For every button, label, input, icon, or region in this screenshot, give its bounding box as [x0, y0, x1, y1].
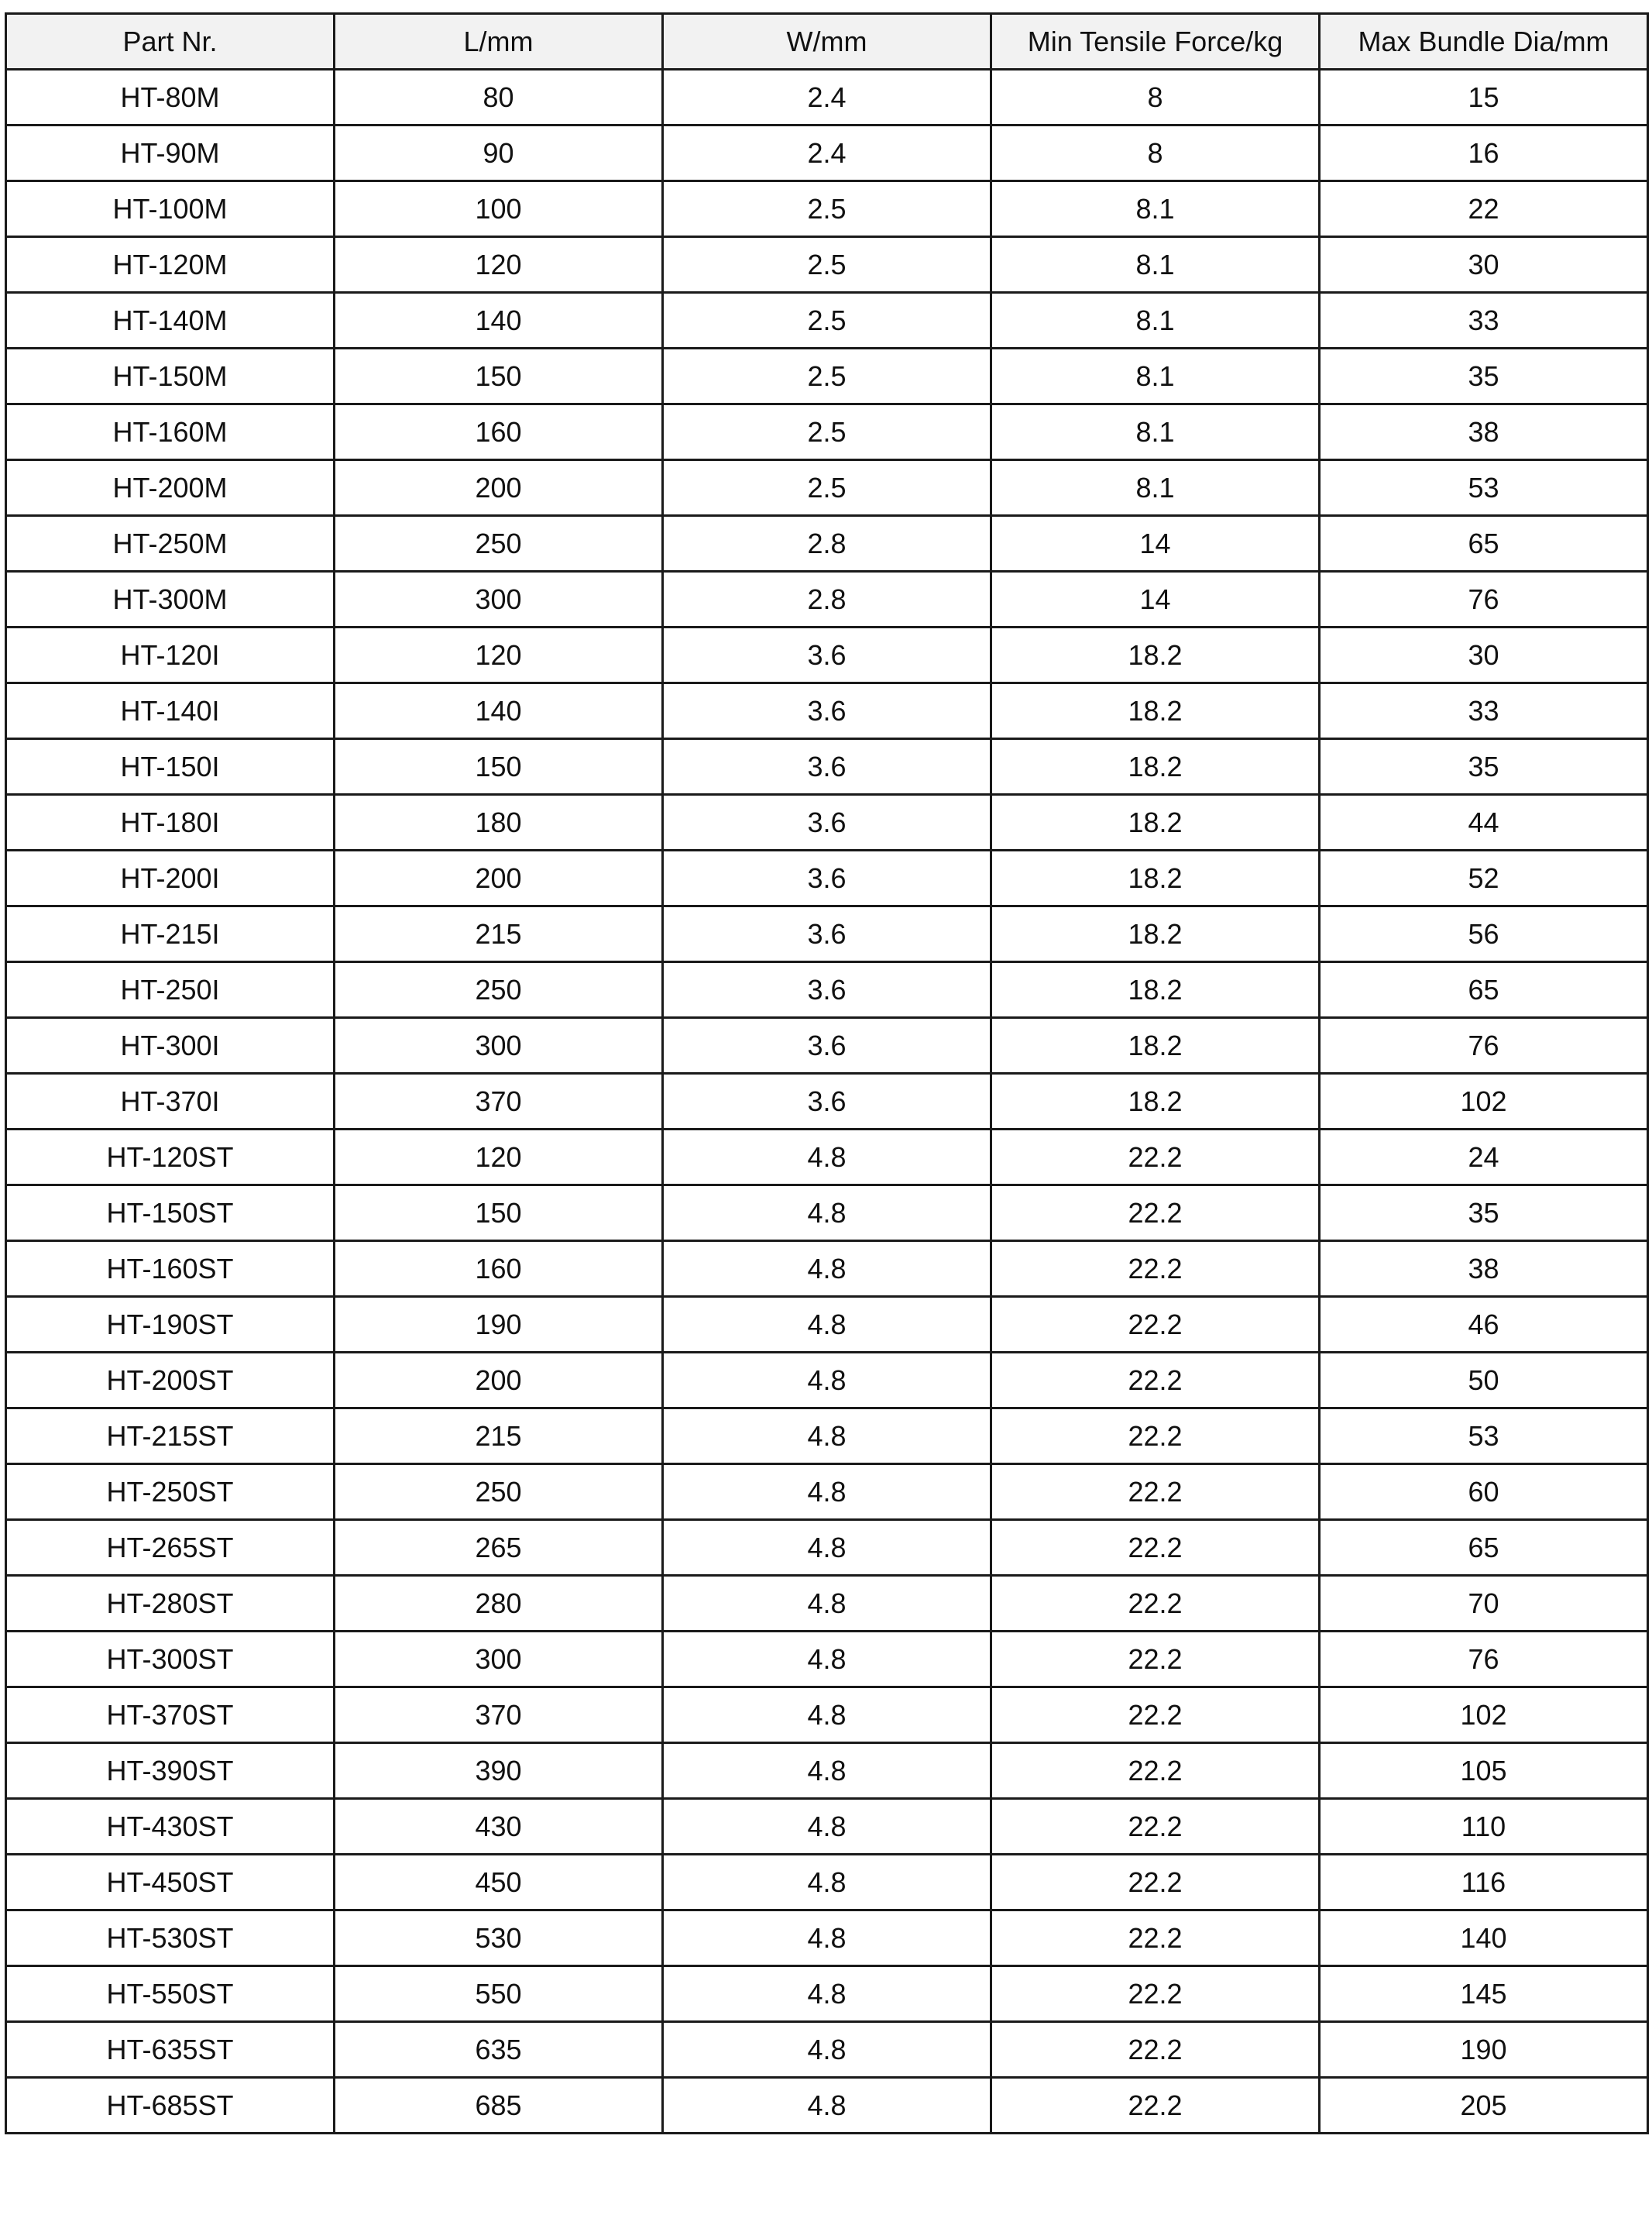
table-row [6, 1799, 1648, 1855]
cell-part-nr: HT-80M [6, 70, 335, 126]
cell-part-nr: HT-370I [6, 1074, 335, 1130]
cell-max-bundle-dia: 60 [1320, 1464, 1648, 1520]
cell-max-bundle-dia: 102 [1320, 1074, 1648, 1130]
cell-length: 250 [335, 516, 663, 572]
cell-min-tensile-force: 22.2 [991, 1687, 1320, 1743]
table-row [6, 126, 1648, 181]
cell-length: 530 [335, 1910, 663, 1966]
table-header [6, 14, 1648, 70]
cell-min-tensile-force: 22.2 [991, 1408, 1320, 1464]
table-row [6, 628, 1648, 683]
cell-part-nr: HT-370ST [6, 1687, 335, 1743]
cell-min-tensile-force: 22.2 [991, 1241, 1320, 1297]
cell-width: 4.8 [663, 1910, 991, 1966]
cell-part-nr: HT-150I [6, 739, 335, 795]
cell-max-bundle-dia: 35 [1320, 349, 1648, 404]
cell-min-tensile-force: 18.2 [991, 739, 1320, 795]
table-row [6, 1966, 1648, 2022]
cell-part-nr: HT-140I [6, 683, 335, 739]
cell-min-tensile-force: 22.2 [991, 1632, 1320, 1687]
cell-min-tensile-force: 8 [991, 126, 1320, 181]
cell-min-tensile-force: 18.2 [991, 962, 1320, 1018]
cell-width: 4.8 [663, 2078, 991, 2134]
cell-max-bundle-dia: 16 [1320, 126, 1648, 181]
cell-length: 300 [335, 1018, 663, 1074]
cell-min-tensile-force: 22.2 [991, 1576, 1320, 1632]
cell-max-bundle-dia: 33 [1320, 683, 1648, 739]
table-row [6, 293, 1648, 349]
cell-width: 3.6 [663, 739, 991, 795]
cell-length: 150 [335, 349, 663, 404]
header-part-nr: Part Nr. [6, 14, 335, 70]
cell-part-nr: HT-200ST [6, 1353, 335, 1408]
table-row [6, 460, 1648, 516]
cell-width: 4.8 [663, 1130, 991, 1185]
table-row [6, 795, 1648, 851]
cell-width: 2.5 [663, 237, 991, 293]
cell-part-nr: HT-150M [6, 349, 335, 404]
cell-min-tensile-force: 18.2 [991, 851, 1320, 906]
cell-length: 280 [335, 1576, 663, 1632]
cell-length: 370 [335, 1074, 663, 1130]
cell-part-nr: HT-300ST [6, 1632, 335, 1687]
header-max-bundle-dia: Max Bundle Dia/mm [1320, 14, 1648, 70]
cell-length: 550 [335, 1966, 663, 2022]
cell-part-nr: HT-450ST [6, 1855, 335, 1910]
cell-length: 450 [335, 1855, 663, 1910]
cell-length: 265 [335, 1520, 663, 1576]
cell-max-bundle-dia: 65 [1320, 1520, 1648, 1576]
table-row [6, 1464, 1648, 1520]
cell-max-bundle-dia: 65 [1320, 516, 1648, 572]
cell-max-bundle-dia: 38 [1320, 1241, 1648, 1297]
cell-length: 215 [335, 906, 663, 962]
cell-part-nr: HT-550ST [6, 1966, 335, 2022]
cell-width: 3.6 [663, 906, 991, 962]
cell-max-bundle-dia: 53 [1320, 460, 1648, 516]
cell-min-tensile-force: 22.2 [991, 2022, 1320, 2078]
cell-length: 80 [335, 70, 663, 126]
cell-length: 90 [335, 126, 663, 181]
table-row [6, 181, 1648, 237]
cell-max-bundle-dia: 76 [1320, 572, 1648, 628]
table-row [6, 1353, 1648, 1408]
table-row [6, 2078, 1648, 2134]
cell-part-nr: HT-250M [6, 516, 335, 572]
cell-part-nr: HT-215I [6, 906, 335, 962]
cell-width: 3.6 [663, 1018, 991, 1074]
cell-length: 200 [335, 851, 663, 906]
cell-min-tensile-force: 22.2 [991, 1353, 1320, 1408]
table-row [6, 1018, 1648, 1074]
cell-min-tensile-force: 8.1 [991, 293, 1320, 349]
cell-max-bundle-dia: 190 [1320, 2022, 1648, 2078]
table-row [6, 1910, 1648, 1966]
cell-length: 250 [335, 962, 663, 1018]
cell-max-bundle-dia: 33 [1320, 293, 1648, 349]
cell-min-tensile-force: 22.2 [991, 1297, 1320, 1353]
cell-part-nr: HT-300I [6, 1018, 335, 1074]
cell-max-bundle-dia: 35 [1320, 739, 1648, 795]
cell-width: 2.5 [663, 404, 991, 460]
cell-min-tensile-force: 22.2 [991, 1185, 1320, 1241]
cell-width: 4.8 [663, 1743, 991, 1799]
cell-min-tensile-force: 18.2 [991, 628, 1320, 683]
cell-part-nr: HT-190ST [6, 1297, 335, 1353]
cell-length: 430 [335, 1799, 663, 1855]
cell-max-bundle-dia: 52 [1320, 851, 1648, 906]
cell-part-nr: HT-90M [6, 126, 335, 181]
cell-width: 4.8 [663, 2022, 991, 2078]
cell-width: 3.6 [663, 851, 991, 906]
cell-length: 120 [335, 237, 663, 293]
cell-length: 300 [335, 1632, 663, 1687]
cell-max-bundle-dia: 102 [1320, 1687, 1648, 1743]
cell-min-tensile-force: 22.2 [991, 1520, 1320, 1576]
table-row [6, 2022, 1648, 2078]
cell-length: 120 [335, 628, 663, 683]
cell-min-tensile-force: 8.1 [991, 181, 1320, 237]
table-row [6, 516, 1648, 572]
cell-length: 390 [335, 1743, 663, 1799]
cell-part-nr: HT-215ST [6, 1408, 335, 1464]
cell-width: 4.8 [663, 1464, 991, 1520]
cell-max-bundle-dia: 205 [1320, 2078, 1648, 2134]
cell-width: 2.4 [663, 126, 991, 181]
table-row [6, 1743, 1648, 1799]
cell-part-nr: HT-120ST [6, 1130, 335, 1185]
cell-part-nr: HT-390ST [6, 1743, 335, 1799]
cell-min-tensile-force: 8.1 [991, 349, 1320, 404]
cell-length: 140 [335, 683, 663, 739]
cell-width: 2.4 [663, 70, 991, 126]
cell-part-nr: HT-280ST [6, 1576, 335, 1632]
table-row [6, 1241, 1648, 1297]
cell-max-bundle-dia: 44 [1320, 795, 1648, 851]
cell-max-bundle-dia: 50 [1320, 1353, 1648, 1408]
cell-part-nr: HT-300M [6, 572, 335, 628]
table-row [6, 1074, 1648, 1130]
cell-min-tensile-force: 14 [991, 516, 1320, 572]
cell-length: 215 [335, 1408, 663, 1464]
cell-max-bundle-dia: 30 [1320, 237, 1648, 293]
table-row [6, 906, 1648, 962]
cell-max-bundle-dia: 116 [1320, 1855, 1648, 1910]
cell-min-tensile-force: 18.2 [991, 683, 1320, 739]
cell-max-bundle-dia: 65 [1320, 962, 1648, 1018]
cell-width: 4.8 [663, 1241, 991, 1297]
cell-max-bundle-dia: 30 [1320, 628, 1648, 683]
cell-max-bundle-dia: 46 [1320, 1297, 1648, 1353]
cell-length: 100 [335, 181, 663, 237]
table-row [6, 1576, 1648, 1632]
header-length: L/mm [335, 14, 663, 70]
cell-length: 250 [335, 1464, 663, 1520]
cell-part-nr: HT-250ST [6, 1464, 335, 1520]
cell-max-bundle-dia: 38 [1320, 404, 1648, 460]
cell-part-nr: HT-120M [6, 237, 335, 293]
cell-min-tensile-force: 18.2 [991, 906, 1320, 962]
cell-max-bundle-dia: 22 [1320, 181, 1648, 237]
table-row [6, 349, 1648, 404]
cell-width: 4.8 [663, 1966, 991, 2022]
cell-width: 4.8 [663, 1185, 991, 1241]
cell-part-nr: HT-120I [6, 628, 335, 683]
cell-part-nr: HT-100M [6, 181, 335, 237]
cell-length: 120 [335, 1130, 663, 1185]
cell-part-nr: HT-635ST [6, 2022, 335, 2078]
table-body [6, 70, 1648, 2134]
cell-min-tensile-force: 22.2 [991, 1966, 1320, 2022]
cell-width: 4.8 [663, 1520, 991, 1576]
cell-width: 4.8 [663, 1297, 991, 1353]
table-row [6, 404, 1648, 460]
cell-width: 3.6 [663, 683, 991, 739]
cell-min-tensile-force: 18.2 [991, 1018, 1320, 1074]
cell-part-nr: HT-685ST [6, 2078, 335, 2134]
cell-width: 2.5 [663, 181, 991, 237]
cell-min-tensile-force: 8 [991, 70, 1320, 126]
cell-max-bundle-dia: 15 [1320, 70, 1648, 126]
cell-length: 635 [335, 2022, 663, 2078]
cell-width: 4.8 [663, 1855, 991, 1910]
table-row [6, 1130, 1648, 1185]
header-row [6, 14, 1648, 70]
cell-part-nr: HT-200I [6, 851, 335, 906]
cell-width: 2.5 [663, 460, 991, 516]
table-row [6, 1185, 1648, 1241]
cell-max-bundle-dia: 145 [1320, 1966, 1648, 2022]
cell-length: 685 [335, 2078, 663, 2134]
table-row [6, 1408, 1648, 1464]
cell-part-nr: HT-200M [6, 460, 335, 516]
cell-min-tensile-force: 22.2 [991, 1910, 1320, 1966]
cell-min-tensile-force: 22.2 [991, 1464, 1320, 1520]
cell-width: 3.6 [663, 628, 991, 683]
cell-width: 4.8 [663, 1687, 991, 1743]
cell-width: 3.6 [663, 1074, 991, 1130]
cell-min-tensile-force: 22.2 [991, 1130, 1320, 1185]
table-row [6, 572, 1648, 628]
cell-max-bundle-dia: 56 [1320, 906, 1648, 962]
table-row [6, 70, 1648, 126]
cell-min-tensile-force: 18.2 [991, 1074, 1320, 1130]
cell-part-nr: HT-530ST [6, 1910, 335, 1966]
cell-length: 300 [335, 572, 663, 628]
cell-width: 3.6 [663, 795, 991, 851]
cell-max-bundle-dia: 76 [1320, 1018, 1648, 1074]
cell-max-bundle-dia: 105 [1320, 1743, 1648, 1799]
cell-width: 4.8 [663, 1799, 991, 1855]
cell-min-tensile-force: 8.1 [991, 404, 1320, 460]
cell-length: 370 [335, 1687, 663, 1743]
cell-part-nr: HT-160M [6, 404, 335, 460]
cell-max-bundle-dia: 35 [1320, 1185, 1648, 1241]
cell-min-tensile-force: 22.2 [991, 2078, 1320, 2134]
cell-width: 2.5 [663, 349, 991, 404]
cell-length: 160 [335, 1241, 663, 1297]
cell-length: 190 [335, 1297, 663, 1353]
table-row [6, 1687, 1648, 1743]
cell-max-bundle-dia: 76 [1320, 1632, 1648, 1687]
table-row [6, 1632, 1648, 1687]
cell-max-bundle-dia: 110 [1320, 1799, 1648, 1855]
cell-length: 180 [335, 795, 663, 851]
cell-width: 2.8 [663, 572, 991, 628]
cell-part-nr: HT-160ST [6, 1241, 335, 1297]
table-row [6, 1297, 1648, 1353]
cell-width: 3.6 [663, 962, 991, 1018]
header-width: W/mm [663, 14, 991, 70]
cell-max-bundle-dia: 140 [1320, 1910, 1648, 1966]
table-row [6, 1855, 1648, 1910]
table-row [6, 739, 1648, 795]
cell-min-tensile-force: 22.2 [991, 1855, 1320, 1910]
cell-max-bundle-dia: 53 [1320, 1408, 1648, 1464]
spec-table [5, 12, 1649, 2134]
header-min-tensile-force: Min Tensile Force/kg [991, 14, 1320, 70]
cell-width: 2.8 [663, 516, 991, 572]
cell-part-nr: HT-150ST [6, 1185, 335, 1241]
cell-part-nr: HT-140M [6, 293, 335, 349]
cell-width: 4.8 [663, 1408, 991, 1464]
cell-width: 4.8 [663, 1632, 991, 1687]
cell-length: 150 [335, 739, 663, 795]
cell-min-tensile-force: 14 [991, 572, 1320, 628]
table-row [6, 1520, 1648, 1576]
cell-length: 200 [335, 460, 663, 516]
cell-part-nr: HT-180I [6, 795, 335, 851]
cell-part-nr: HT-265ST [6, 1520, 335, 1576]
cell-part-nr: HT-250I [6, 962, 335, 1018]
table-row [6, 962, 1648, 1018]
cell-min-tensile-force: 8.1 [991, 460, 1320, 516]
cell-width: 4.8 [663, 1353, 991, 1408]
cell-min-tensile-force: 22.2 [991, 1799, 1320, 1855]
table-row [6, 683, 1648, 739]
cell-length: 140 [335, 293, 663, 349]
cell-part-nr: HT-430ST [6, 1799, 335, 1855]
cell-max-bundle-dia: 24 [1320, 1130, 1648, 1185]
cell-length: 160 [335, 404, 663, 460]
table-row [6, 851, 1648, 906]
cell-min-tensile-force: 8.1 [991, 237, 1320, 293]
cell-length: 200 [335, 1353, 663, 1408]
cell-width: 4.8 [663, 1576, 991, 1632]
cell-min-tensile-force: 18.2 [991, 795, 1320, 851]
cell-min-tensile-force: 22.2 [991, 1743, 1320, 1799]
cell-width: 2.5 [663, 293, 991, 349]
cell-length: 150 [335, 1185, 663, 1241]
cell-max-bundle-dia: 70 [1320, 1576, 1648, 1632]
table-row [6, 237, 1648, 293]
